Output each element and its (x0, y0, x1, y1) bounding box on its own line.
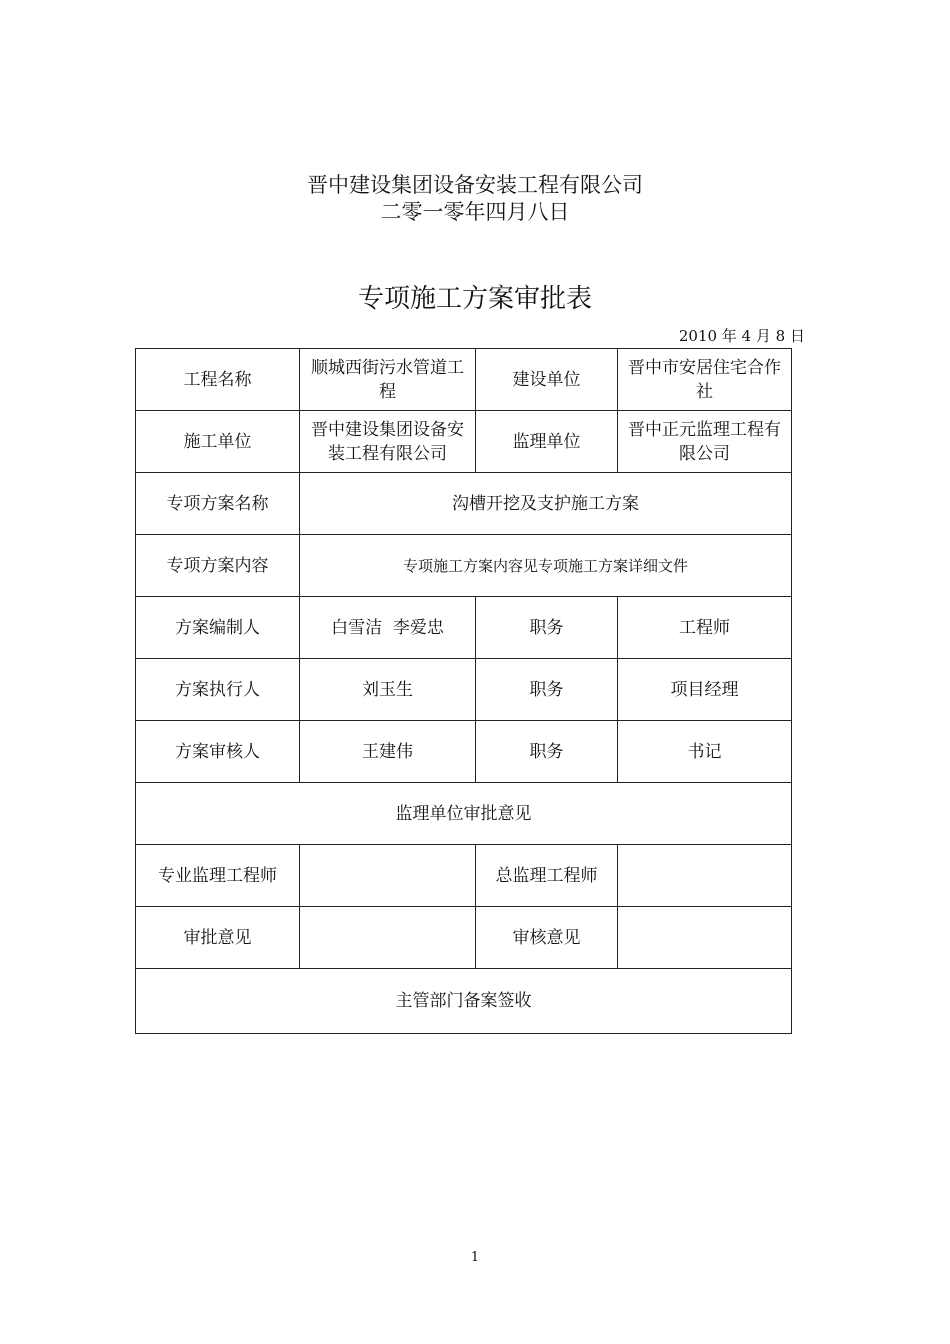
reviewer-value: 王建伟 (300, 721, 476, 783)
author-title-value: 工程师 (618, 597, 792, 659)
table-row (136, 783, 792, 845)
approval-table (135, 348, 792, 1034)
table-row (136, 969, 792, 1034)
authority-filing-heading: 主管部门备案签收 (136, 969, 792, 1034)
executor-title-label: 职务 (476, 659, 618, 721)
table-row (136, 845, 792, 907)
table-row (136, 907, 792, 969)
plan-name-value: 沟槽开挖及支护施工方案 (300, 473, 792, 535)
table-row (136, 411, 792, 473)
plan-name-label: 专项方案名称 (136, 473, 300, 535)
author-label: 方案编制人 (136, 597, 300, 659)
chief-engineer-field[interactable] (618, 845, 792, 907)
supervision-opinion-heading: 监理单位审批意见 (136, 783, 792, 845)
reviewer-title-label: 职务 (476, 721, 618, 783)
chief-engineer-label: 总监理工程师 (476, 845, 618, 907)
contractor-value: 晋中建设集团设备安装工程有限公司 (300, 411, 476, 473)
plan-content-value: 专项施工方案内容见专项施工方案详细文件 (300, 535, 792, 597)
specialist-engineer-label: 专业监理工程师 (136, 845, 300, 907)
review-opinion-field[interactable] (618, 907, 792, 969)
builder-label: 建设单位 (476, 349, 618, 411)
review-opinion-label: 审核意见 (476, 907, 618, 969)
plan-content-label: 专项方案内容 (136, 535, 300, 597)
author-title-label: 职务 (476, 597, 618, 659)
table-row (136, 349, 792, 411)
document-date-cn: 二零一零年四月八日 (380, 200, 570, 224)
page-number: 1 (470, 1250, 480, 1265)
table-row (136, 597, 792, 659)
reviewer-title-value: 书记 (618, 721, 792, 783)
table-row (136, 535, 792, 597)
author-value: 白雪洁 李爱忠 (300, 597, 476, 659)
project-name-value: 顺城西街污水管道工程 (300, 349, 476, 411)
table-row (136, 659, 792, 721)
executor-label: 方案执行人 (136, 659, 300, 721)
reviewer-label: 方案审核人 (136, 721, 300, 783)
supervisor-label: 监理单位 (476, 411, 618, 473)
executor-value: 刘玉生 (300, 659, 476, 721)
project-name-label: 工程名称 (136, 349, 300, 411)
executor-title-value: 项目经理 (618, 659, 792, 721)
form-date: 2010 年 4 月 8 日 (678, 327, 805, 345)
table-row (136, 721, 792, 783)
builder-value: 晋中市安居住宅合作社 (618, 349, 792, 411)
form-title: 专项施工方案审批表 (357, 284, 592, 314)
company-name: 晋中建设集团设备安装工程有限公司 (307, 173, 643, 197)
specialist-engineer-field[interactable] (300, 845, 476, 907)
approval-opinion-label: 审批意见 (136, 907, 300, 969)
contractor-label: 施工单位 (136, 411, 300, 473)
supervisor-value: 晋中正元监理工程有限公司 (618, 411, 792, 473)
approval-opinion-field[interactable] (300, 907, 476, 969)
table-row (136, 473, 792, 535)
